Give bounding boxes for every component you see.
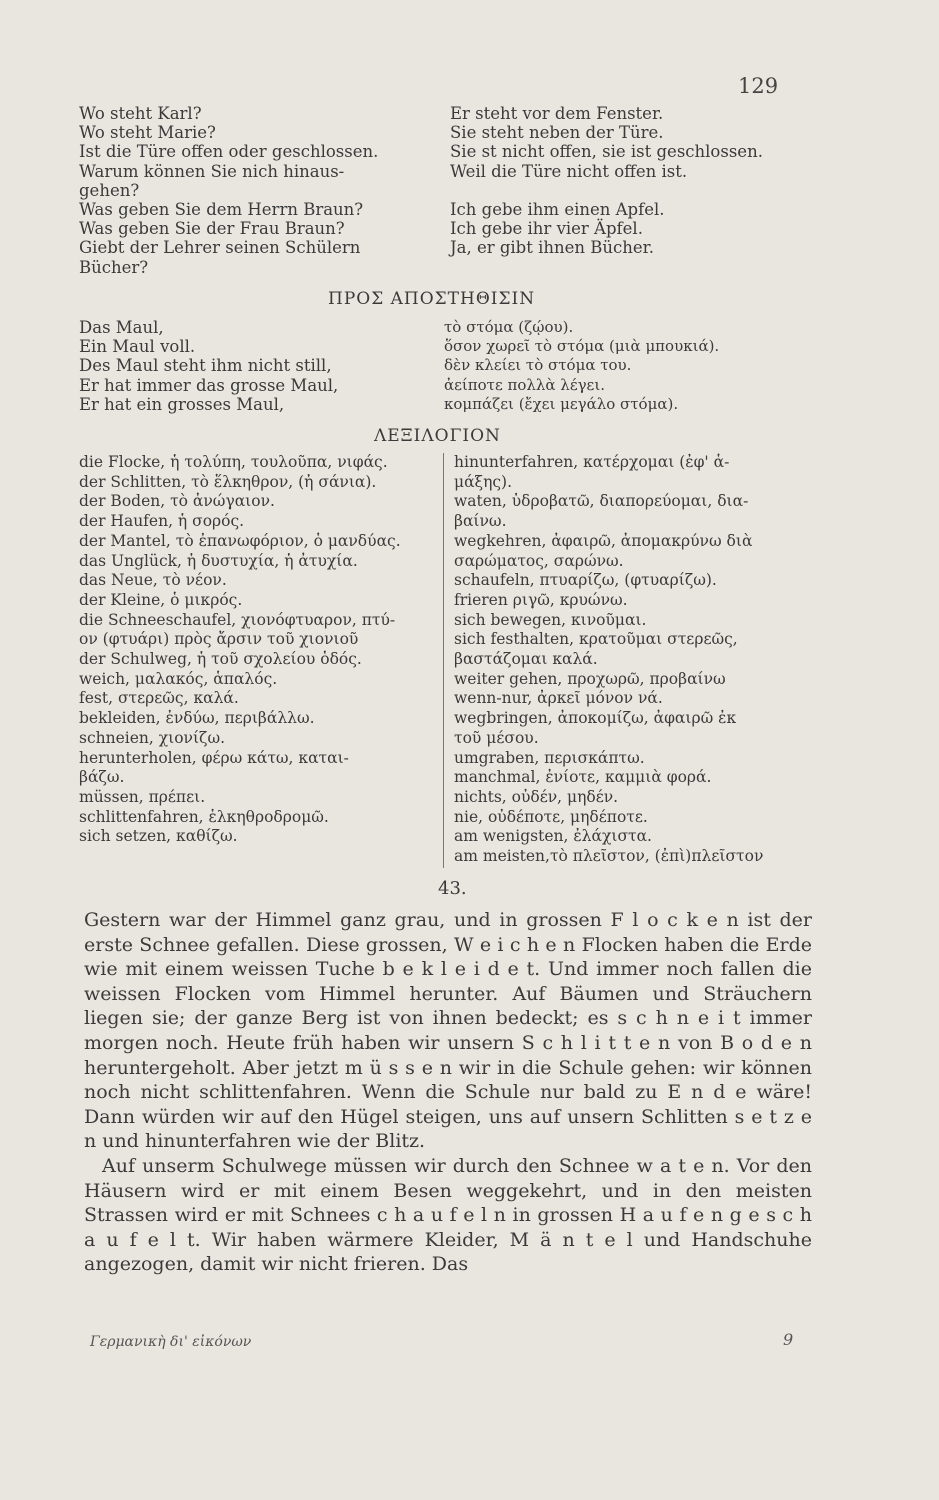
question: Ist die Türe offen oder geschlossen. <box>79 142 379 162</box>
vocabulary-entry: wegkehren, ἀφαιρῶ, ἀπομακρύνω διὰ <box>454 531 753 550</box>
vocabulary-entry: nie, οὐδέποτε, μηδέποτε. <box>454 807 648 826</box>
memorization-verses <box>79 318 819 414</box>
qa-row <box>79 200 819 219</box>
vocabulary-entry: βαίνω. <box>454 512 507 531</box>
vocabulary-entry: bekleiden, ἐνδύω, περιβάλλω. <box>79 709 315 728</box>
verse-greek: κομπάζει (ἔχει μεγάλο στόμα). <box>444 394 679 413</box>
vocabulary-entry: der Mantel, τὸ ἐπανωφόριον, ὁ μανδύας. <box>79 531 401 550</box>
vocabulary-entry: hinunterfahren, κατέρχομαι (ἐφ' ἁ- <box>454 453 730 471</box>
answer: Ich gebe ihm einen Apfel. <box>450 200 665 220</box>
vocabulary-entry: das Neue, τὸ νέον. <box>79 571 227 590</box>
question: Bücher? <box>79 257 149 277</box>
vocabulary-entry: am wenigsten, ἐλάχιστα. <box>454 827 652 846</box>
verse-greek: ὅσον χωρεῖ τὸ στόμα (μιὰ μπουκιά). <box>444 337 720 356</box>
vocabulary-entry: das Unglück, ἡ δυστυχία, ἡ ἀτυχία. <box>79 551 358 570</box>
page-number: 129 <box>738 74 779 98</box>
qa-row <box>79 219 819 238</box>
vocabulary-entry: sich bewegen, κινοῦμαι. <box>454 610 647 629</box>
vocabulary-entry: herunterholen, φέρω κάτω, καται- <box>79 748 349 767</box>
reading-passage <box>84 908 812 1277</box>
question: Wo steht Karl? <box>79 104 202 123</box>
verse-row <box>79 337 819 356</box>
qa-row <box>79 104 819 123</box>
qa-row <box>79 258 819 277</box>
vocabulary-entry: weich, μαλακός, ἁπαλός. <box>79 669 278 688</box>
verse-row <box>79 318 819 337</box>
question: gehen? <box>79 180 140 200</box>
verse-row <box>79 356 819 375</box>
answer: Sie steht neben der Türe. <box>450 123 664 143</box>
answer <box>450 181 819 200</box>
vocabulary-entry: am meisten,τὸ πλεῖστον, (ἐπὶ)πλεῖστον <box>454 847 764 866</box>
answer: Sie st nicht offen, sie ist geschlossen. <box>450 142 763 162</box>
answer: Er steht vor dem Fenster. <box>450 104 664 123</box>
vocabulary-entry: fest, στερεῶς, καλά. <box>79 689 239 708</box>
vocabulary-left-column <box>79 453 429 847</box>
vocabulary-heading: ΛΕΞΙΛΟΓΙΟΝ <box>374 426 501 446</box>
verse-german: Ein Maul voll. <box>79 337 196 357</box>
question: Was geben Sie der Frau Braun? <box>79 219 345 239</box>
memorization-heading: ΠΡΟΣ ΑΠΟΣΤΗΘΙΣΙΝ <box>328 289 536 309</box>
verse-german: Des Maul steht ihm nicht still, <box>79 356 332 376</box>
section-number: 43. <box>438 878 467 899</box>
vocabulary-entry: waten, ὑδροβατῶ, διαπορεύομαι, δια- <box>454 492 749 511</box>
vocabulary-entry: μάξης). <box>454 472 513 491</box>
vocabulary-entry: βάζω. <box>79 768 125 787</box>
verse-greek: ἀείποτε πολλὰ λέγει. <box>444 375 605 394</box>
vocabulary-entry: die Flocke, ἡ τολύπη, τουλοῦπα, νιφάς. <box>79 453 388 471</box>
vocabulary-entry: wenn-nur, ἀρκεῖ μόνον νά. <box>454 689 663 708</box>
vocabulary-entry: schaufeln, πτυαρίζω, (φτυαρίζω). <box>454 571 717 590</box>
vocabulary-entry: weiter gehen, προχωρῶ, προβαίνω <box>454 669 726 688</box>
vocabulary-entry: τοῦ μέσου. <box>454 728 539 747</box>
vocabulary-entry: schneien, χιονίζω. <box>79 728 226 747</box>
answer: Weil die Türe nicht offen ist. <box>450 161 688 181</box>
vocabulary-entry: der Schulweg, ἡ τοῦ σχολείου ὁδός. <box>79 650 362 669</box>
question: Giebt der Lehrer seinen Schülern <box>79 238 361 258</box>
vocabulary-entry: sich festhalten, κρατοῦμαι στερεῶς, <box>454 630 738 649</box>
answer: Ich gebe ihr vier Äpfel. <box>450 219 643 239</box>
book-title-footer: Γερμανικὴ δι' εἰκόνων <box>90 1334 252 1350</box>
qa-row <box>79 238 819 257</box>
vocabulary-entry: der Schlitten, τὸ ἕλκηθρον, (ἡ σάνια). <box>79 472 377 491</box>
verse-german: Er hat immer das grosse Maul, <box>79 375 339 395</box>
verse-greek: δὲν κλείει τὸ στόμα του. <box>444 356 632 375</box>
vocabulary-entry: frieren ριγῶ, κρυώνω. <box>454 590 628 609</box>
paragraph: Auf unserm Schulwege müssen wir durch den Schnee w a t e n. Vor den Häusern wird er mit einem Besen weggekehrt, und in den meisten Strassen wird er mit Schnees c h a u f e l n in grossen H a u f e n g e s c h a u f e l t. Wir haben wärmere Kleider, M ä n t e l und Handschuhe angezogen, damit wir nicht frieren. Das <box>84 1154 812 1276</box>
question: Warum können Sie nich hinaus- <box>79 161 345 181</box>
question: Was geben Sie dem Herrn Braun? <box>79 200 364 220</box>
vocabulary-entry: ον (φτυάρι) πρὸς ἄρσιν τοῦ χιονιοῦ <box>79 630 359 649</box>
vocabulary-entry: der Kleine, ὁ μικρός. <box>79 590 243 609</box>
verse-row <box>79 395 819 414</box>
qa-row <box>79 181 819 200</box>
column-divider <box>443 453 444 868</box>
vocabulary-entry: sich setzen, καθίζω. <box>79 827 238 846</box>
vocabulary-entry: wegbringen, ἀποκομίζω, ἀφαιρῶ ἐκ <box>454 709 737 728</box>
qa-row <box>79 142 819 161</box>
qa-row <box>79 162 819 181</box>
vocabulary-right-column <box>454 453 814 867</box>
paragraph: Gestern war der Himmel ganz grau, und in grossen F l o c k e n ist der erste Schnee gefallen. Diese grossen, W e i c h e n Flocken haben die Erde wie mit einem weissen Tuche b e k l e i d e t. Und immer noch fallen die weissen Flocken vom Himmel herunter. Auf Bäumen und Sträuchern liegen sie; der ganze Berg ist von ihnen bedeckt; es s c h n e i t immer morgen noch. Heute früh haben wir unsern S c h l i t t e n von B o d e n heruntergeholt. Aber jetzt m ü s s e n wir in die Schule gehen: wir können noch nicht schlittenfahren. Wenn die Schule nur bald zu E n d e wäre! Dann würden wir auf den Hügel steigen, uns auf unsern Schlitten s e t z e n und hinunterfahren wie der Blitz. <box>84 909 812 1153</box>
vocabulary-entry: σαρώματος, σαρώνω. <box>454 551 624 570</box>
question: Wo steht Marie? <box>79 123 216 143</box>
verse-german: Das Maul, <box>79 318 164 337</box>
answer: Ja, er gibt ihnen Bücher. <box>450 238 654 258</box>
vocabulary-entry: nichts, οὐδέν, μηδέν. <box>454 787 619 806</box>
vocabulary-entry: schlittenfahren, ἑλκηθροδρομῶ. <box>79 807 329 826</box>
vocabulary-entry: die Schneeschaufel, χιονόφτυαρον, πτύ- <box>79 610 396 629</box>
verse-row <box>79 376 819 395</box>
verse-german: Er hat ein grosses Maul, <box>79 394 285 414</box>
vocabulary-entry: umgraben, περισκάπτω. <box>454 748 645 767</box>
verse-greek: τὸ στόμα (ζῴου). <box>444 318 574 336</box>
vocabulary-entry: manchmal, ἐνίοτε, καμμιὰ φορά. <box>454 768 712 787</box>
vocabulary-entry: βαστάζομαι καλά. <box>454 650 598 669</box>
qa-row <box>79 123 819 142</box>
answer <box>450 258 819 277</box>
vocabulary-entry: der Boden, τὸ ἀνώγαιον. <box>79 492 275 511</box>
signature-mark: 9 <box>783 1330 794 1349</box>
vocabulary-entry: müssen, πρέπει. <box>79 787 206 806</box>
question-answer-list <box>79 104 819 277</box>
vocabulary-entry: der Haufen, ἡ σορός. <box>79 512 245 531</box>
